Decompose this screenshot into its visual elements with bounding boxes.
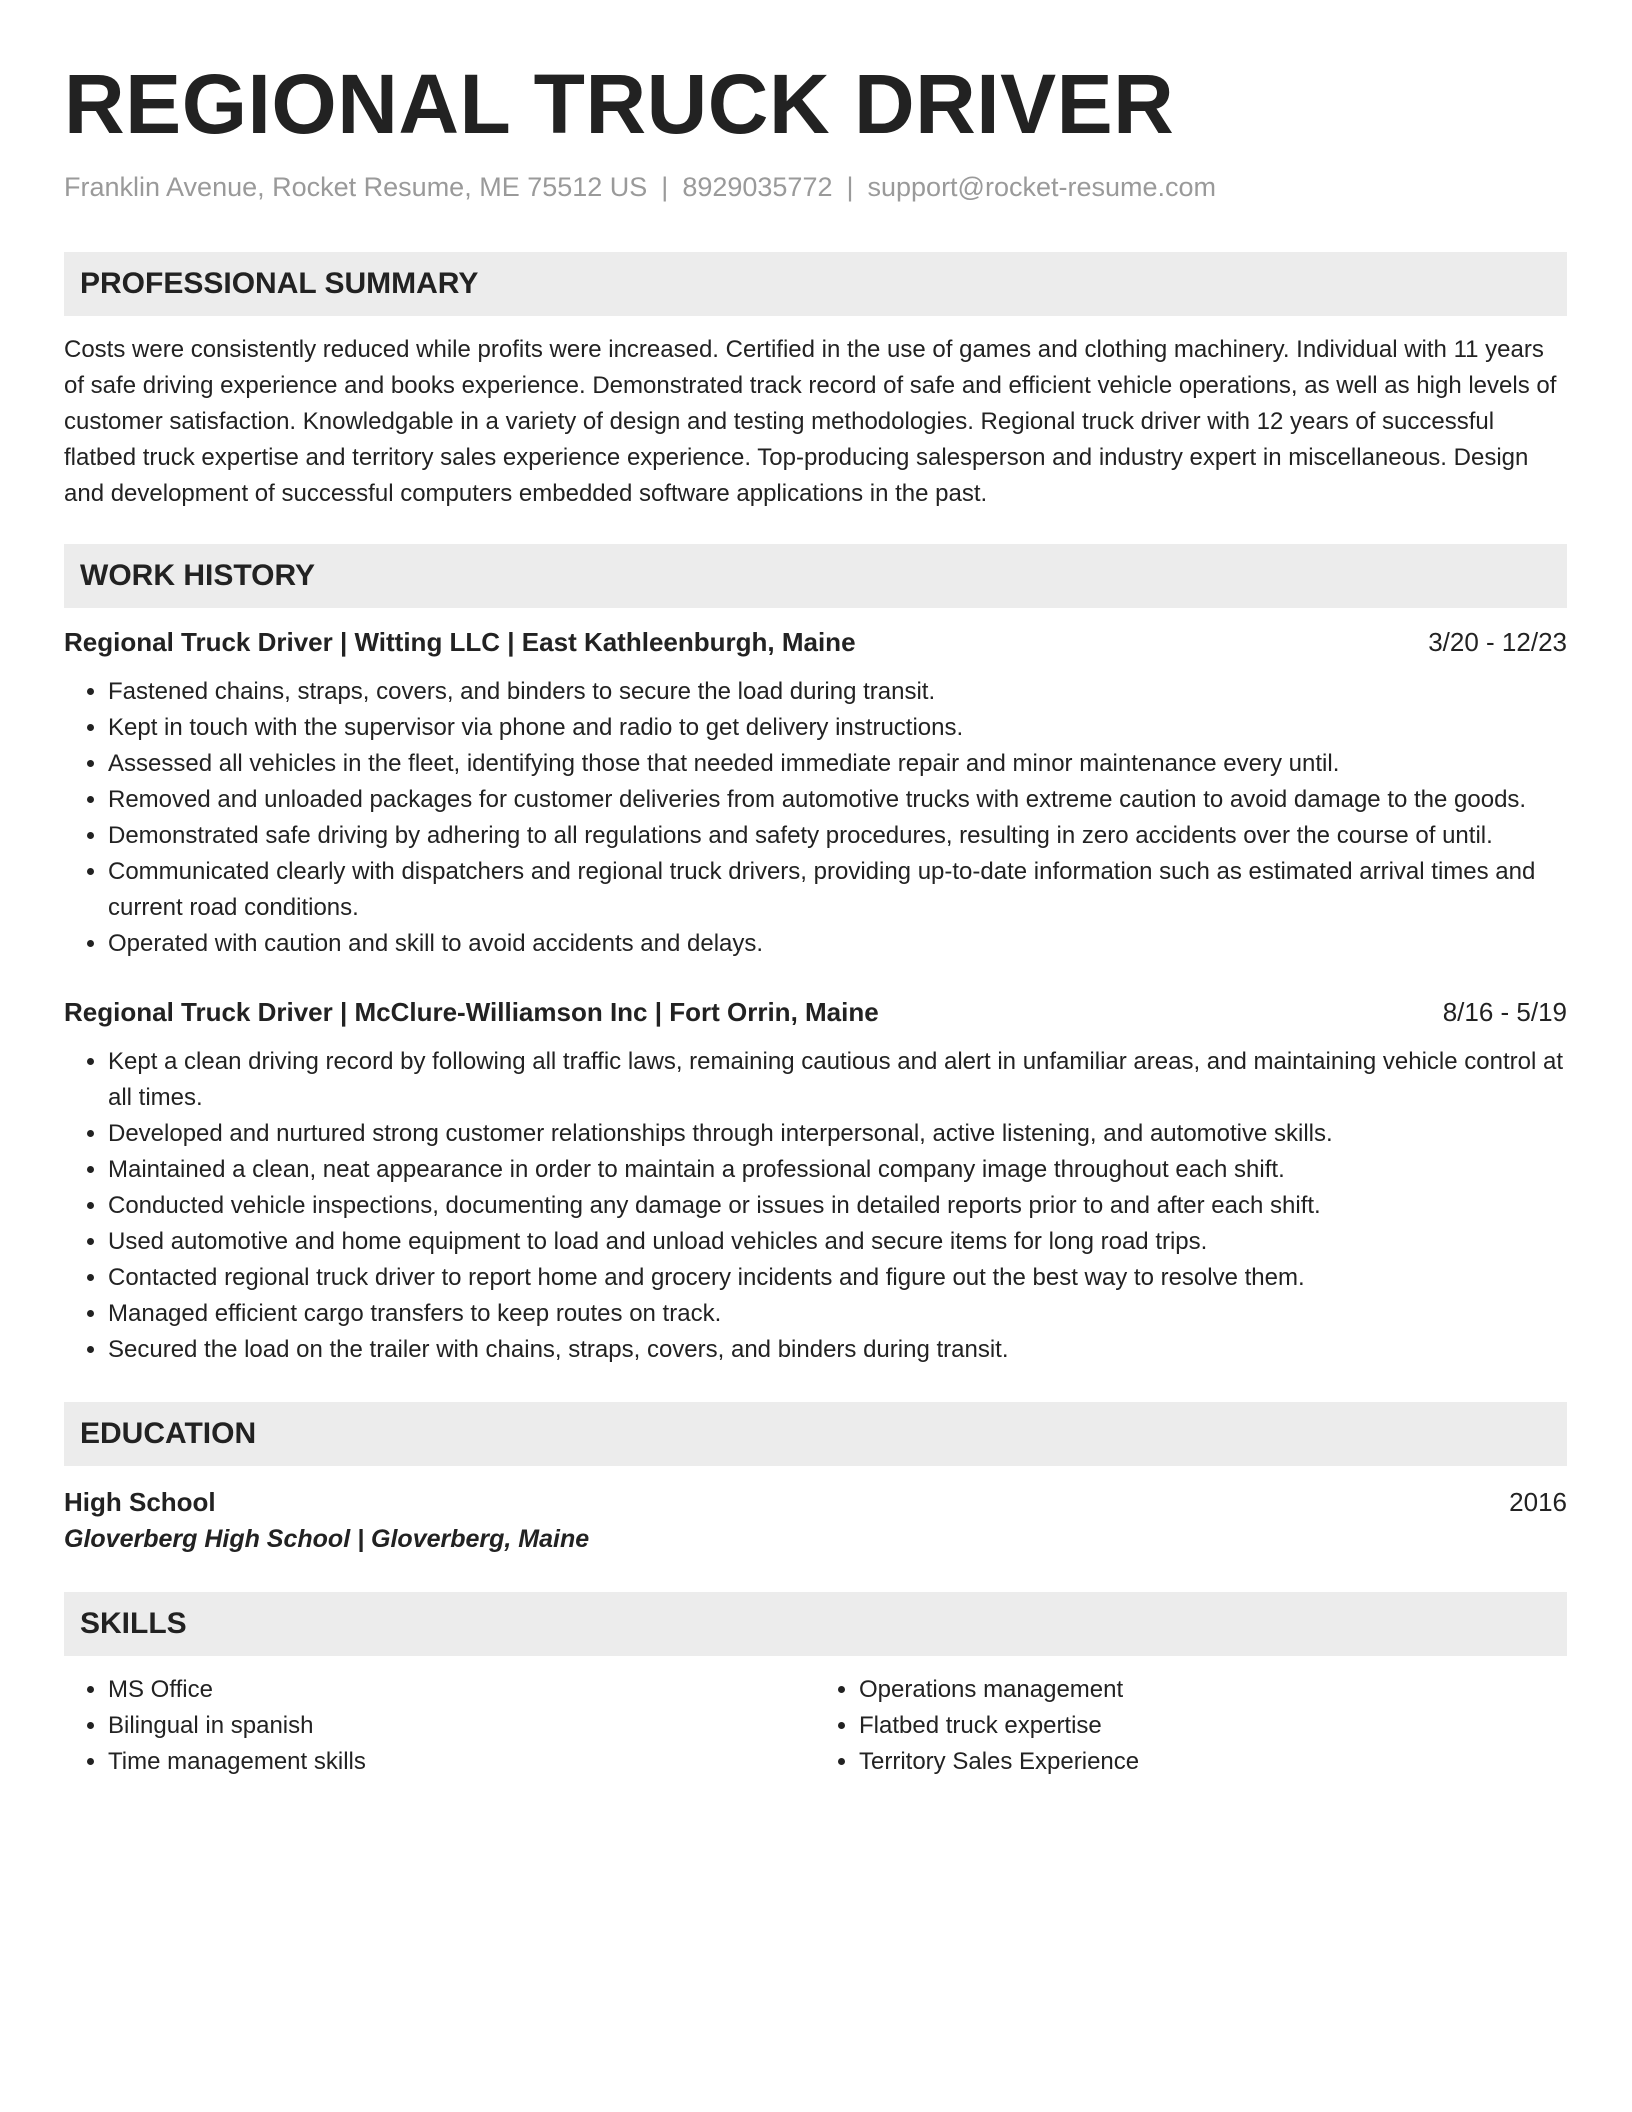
skill-item: • Territory Sales Experience (859, 1744, 1566, 1780)
job-bullets (64, 674, 1567, 962)
contact-phone: 8929035772 (682, 172, 833, 202)
skill-item: • Operations management (859, 1672, 1566, 1708)
skill-item: • Time management skills (108, 1744, 815, 1780)
skills-list (64, 1672, 1567, 1780)
job-bullets (64, 1044, 1567, 1368)
job-bullet: • Kept in touch with the supervisor via phone and radio to get delivery instructions. (108, 710, 1567, 746)
skills-column (64, 1672, 815, 1780)
job-bullet: • Communicated clearly with dispatchers and regional truck drivers, providing up-to-date information such as estimated arrival times and current road conditions. (108, 854, 1567, 926)
contact-separator: | (846, 172, 854, 202)
job-bullet: • Used automotive and home equipment to load and unload vehicles and secure items for long road trips. (108, 1224, 1567, 1260)
job-bullet: • Maintained a clean, neat appearance in order to maintain a professional company image throughout each shift. (108, 1152, 1567, 1188)
job-bullet: • Fastened chains, straps, covers, and binders to secure the load during transit. (108, 674, 1567, 710)
job-bullet: • Developed and nurtured strong customer relationships through interpersonal, active listening, and automotive skills. (108, 1116, 1567, 1152)
education-degree: High School (64, 1487, 216, 1517)
education-entry (64, 1484, 1567, 1558)
summary-text: Costs were consistently reduced while profits were increased. Certified in the use of games and clothing machinery. Individual with 11 years of safe driving experience and books experience. Demonstrated track record of safe and efficient vehicle operations, as well as high levels of customer satisfaction. Knowledgable in a variety of design and testing methodologies. Regional truck driver with 12 years of successful flatbed truck expertise and territory sales experience experience. Top-producing salesperson and industry expert in miscellaneous. Design and development of successful computers embedded software applications in the past. (64, 336, 1557, 507)
job-date: 8/16 - 5/19 (1442, 997, 1567, 1027)
job-bullet: • Assessed all vehicles in the fleet, identifying those that needed immediate repair and minor maintenance every until. (108, 746, 1567, 782)
job-bullet: • Conducted vehicle inspections, documenting any damage or issues in detailed reports prior to and after each shift. (108, 1188, 1567, 1224)
job-bullet: • Operated with caution and skill to avoid accidents and delays. (108, 926, 1567, 962)
skills-section-heading: SKILLS (64, 1592, 1567, 1656)
skill-item: • Bilingual in spanish (108, 1708, 815, 1744)
job-entry (64, 624, 1567, 962)
resume-page (64, 52, 1567, 1780)
job-title: Regional Truck Driver | Witting LLC | East Kathleenburgh, Maine (64, 627, 856, 657)
job-bullet: • Demonstrated safe driving by adhering to all regulations and safety procedures, resulting in zero accidents over the course of until. (108, 818, 1567, 854)
job-bullet: • Kept a clean driving record by following all traffic laws, remaining cautious and alert in unfamiliar areas, and maintaining vehicle control at all times. (108, 1044, 1567, 1116)
job-date: 3/20 - 12/23 (1428, 627, 1567, 657)
job-bullet: • Managed efficient cargo transfers to keep routes on track. (108, 1296, 1567, 1332)
job-header (64, 994, 1567, 1030)
job-bullet: • Contacted regional truck driver to report home and grocery incidents and figure out the best way to resolve them. (108, 1260, 1567, 1296)
education-school: Gloverberg High School | Gloverberg, Maine (64, 1525, 590, 1553)
skills-column (815, 1672, 1566, 1780)
summary-section-heading: PROFESSIONAL SUMMARY (64, 252, 1567, 316)
skill-item: • MS Office (108, 1672, 815, 1708)
job-entry (64, 994, 1567, 1368)
education-section-heading: EDUCATION (64, 1402, 1567, 1466)
job-bullet: • Secured the load on the trailer with chains, straps, covers, and binders during transit. (108, 1332, 1567, 1368)
work-history-section-heading: WORK HISTORY (64, 544, 1567, 608)
contact-line (64, 170, 1567, 204)
contact-email: support@rocket-resume.com (867, 172, 1217, 202)
contact-separator: | (661, 172, 669, 202)
education-date: 2016 (1509, 1487, 1567, 1517)
skill-item: • Flatbed truck expertise (859, 1708, 1566, 1744)
job-bullet: • Removed and unloaded packages for customer deliveries from automotive trucks with extreme caution to avoid damage to the goods. (108, 782, 1567, 818)
candidate-name: REGIONAL TRUCK DRIVER (64, 57, 1175, 151)
job-header (64, 624, 1567, 660)
education-header (64, 1484, 1567, 1520)
job-title: Regional Truck Driver | McClure-Williamson Inc | Fort Orrin, Maine (64, 997, 879, 1027)
contact-address: Franklin Avenue, Rocket Resume, ME 75512 US (64, 172, 648, 202)
